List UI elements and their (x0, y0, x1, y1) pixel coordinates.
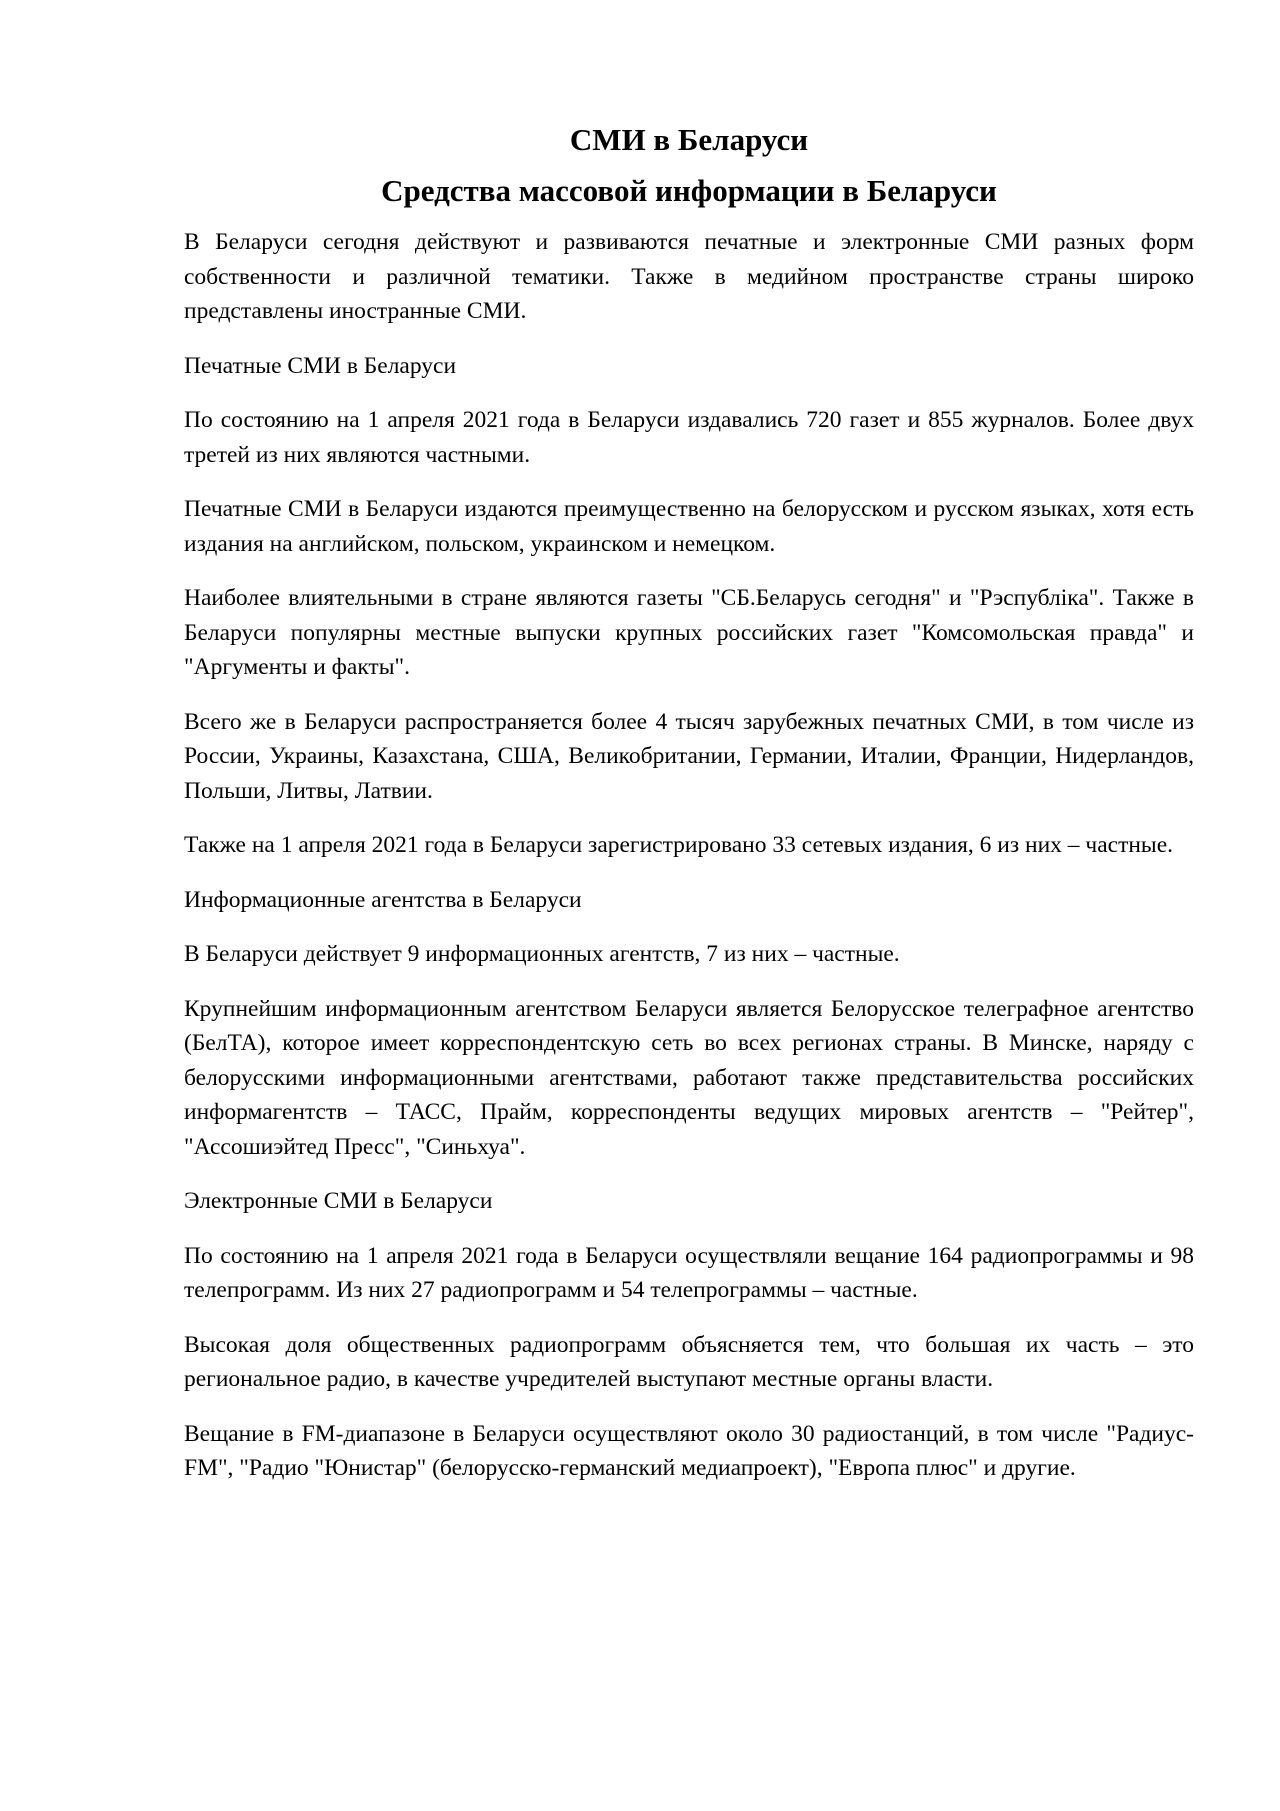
paragraph-influential-newspapers: Наиболее влиятельными в стране являются газеты "СБ.Беларусь сегодня" и "Рэспубліка". Также в Беларуси популярны местные выпуски крупных российских газет "Комсомольская правда" и "Аргументы и факты". (184, 585, 1194, 680)
paragraph-online-media: Также на 1 апреля 2021 года в Беларуси зарегистрировано 33 сетевых издания, 6 из них – частные. (184, 832, 1174, 858)
section-heading-print-media: Печатные СМИ в Беларуси (184, 352, 457, 379)
paragraph-print-count: По состоянию на 1 апреля 2021 года в Беларуси издавались 720 газет и 855 журналов. Более двух третей из них являются частными. (184, 407, 1194, 468)
paragraph-print-languages: Печатные СМИ в Беларуси издаются преимущественно на белорусском и русском языках, хотя есть издания на английском, польском, украинском и немецком. (184, 496, 1194, 557)
paragraph-largest-agency: Крупнейшим информационным агентством Беларуси является Белорусское телеграфное агентство (БелТА), которое имеет корреспондентскую сеть во всех регионах страны. В Минске, наряду с белорусскими информационными агентствами, работают также представительства российских информагентств – ТАСС, Прайм, корреспонденты ведущих мировых агентств – "Рейтер", "Ассошиэйтед Пресс", "Синьхуа". (184, 995, 1194, 1160)
section-heading-electronic-media: Электронные СМИ в Беларуси (184, 1188, 493, 1214)
paragraph-intro: В Беларуси сегодня действуют и развиваются печатные и электронные СМИ разных форм собственности и различной тематики. Также в медийном пространстве страны широко представлены иностранные СМИ. (184, 229, 1194, 324)
document-content (184, 121, 1194, 1506)
paragraph-regional-radio: Высокая доля общественных радиопрограмм объясняется тем, что большая их часть – это региональное радио, в качестве учредителей выступают местные органы власти. (184, 1331, 1194, 1392)
section-heading-news-agencies: Информационные агентства в Беларуси (184, 886, 582, 913)
paragraph-agency-count: В Беларуси действует 9 информационных агентств, 7 из них – частные. (184, 941, 900, 967)
paragraph-foreign-print-media: Всего же в Беларуси распространяется более 4 тысяч зарубежных печатных СМИ, в том числе из России, Украины, Казахстана, США, Великобритании, Германии, Италии, Франции, Нидерландов, Польши, Литвы, Латвии. (184, 708, 1194, 804)
paragraph-broadcast-count: По состоянию на 1 апреля 2021 года в Беларуси осуществляли вещание 164 радиопрограммы и 98 телепрограмм. Из них 27 радиопрограмм и 54 телепрограммы – частные. (184, 1242, 1194, 1303)
page-subtitle: Средства массовой информации в Беларуси (381, 173, 997, 208)
page-title: СМИ в Беларуси (569, 122, 809, 157)
paragraph-fm-stations: Вещание в FM-диапазоне в Беларуси осуществляют около 30 радиостанций, в том числе "Радиус-FM", "Радио "Юнистар" (белорусско-германский медиапроект), "Европа плюс" и другие. (184, 1420, 1194, 1481)
